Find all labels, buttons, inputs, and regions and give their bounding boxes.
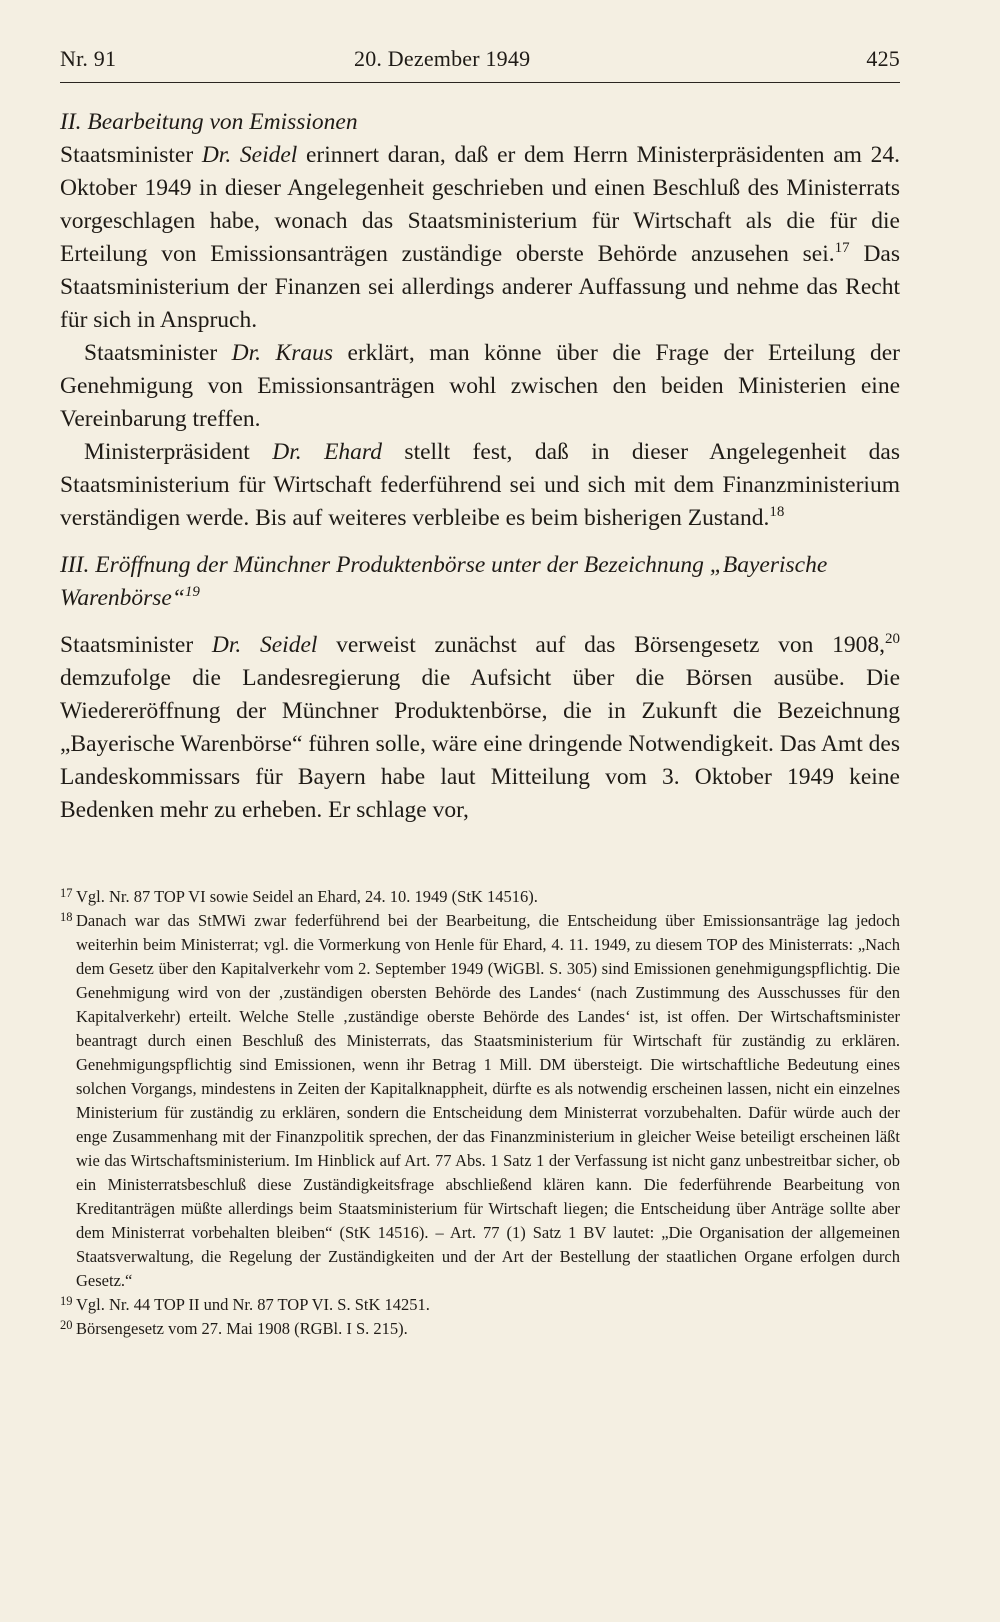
footnote-number: 18 — [60, 910, 73, 924]
footnote-20 — [60, 1317, 900, 1341]
footnotes — [60, 885, 900, 1341]
header-rule — [60, 82, 900, 83]
paragraph — [60, 436, 900, 535]
document-number: Nr. 91 — [60, 46, 117, 71]
text-run: stellt fest, daß in dieser Angelegenheit das Staatsministerium für Wirtschaft federführend sei und sich mit dem Finanzministerium verständigen werde. Bis auf weiteres verbleibe es beim bisherigen Zustand. — [60, 439, 900, 531]
footnote-number: 20 — [60, 1318, 73, 1332]
footnote-text: Danach war das StMWi zwar federführend bei der Bearbeitung, die Entscheidung über Emissionsanträge lag jedoch weiterhin beim Ministerrat; vgl. die Vormerkung von Henle für Ehard, 4. 11. 1949, zu diesem TOP des Ministerrats: „Nach dem Gesetz über den Kapitalverkehr vom 2. September 1949 (WiGBl. S. 305) sind Emissionen genehmigungspflichtig. Die Genehmigung wird von der ‚zuständigen obersten Behörde des Landes‘ (nach Zustimmung des Ausschusses für den Kapitalverkehr) erteilt. Welche Stelle ‚zuständige oberste Behörde des Landes‘ ist, ist offen. Der Wirtschaftsminister beantragt durch einen Beschluß des Ministerrats, das Staatsministerium für Wirtschaft für zuständig zu erklären. Genehmigungspflichtig sind Emissionen, wenn ihr Betrag 1 Mill. DM übersteigt. Die wirtschaftliche Bedeutung eines solchen Vorgangs, mindestens in Zeiten der Kapitalknappheit, dürfte es als notwendig erscheinen lassen, nicht ein einzelnes Ministerium für zuständig zu erklären, sondern die Entscheidung dem Ministerrat vorzubehalten. Dafür würde auch der enge Zusammenhang mit der Finanzpolitik sprechen, der das Finanzministerium in gleicher Weise beteiligt erscheinen läßt wie das Wirtschaftsministerium. Im Hinblick auf Art. 77 Abs. 1 Satz 1 der Verfassung ist nicht ganz unbestreitbar sicher, ob ein Ministerratsbeschluß diese Zuständigkeitsfrage abschließend klären kann. Die federführende Bearbeitung von Kreditanträgen müßte allerdings beim Staatsministerium für Wirtschaft liegen; die Entscheidung über Anträge sollte aber dem Ministerrat vorbehalten bleiben“ (StK 14516). – Art. 77 (1) Satz 1 BV lautet: „Die Organisation der allgemeinen Staatsverwaltung, die Regelung der Zuständigkeiten und der Art der Bestellung der staatlichen Organe erfolgen durch Gesetz.“ — [76, 911, 900, 1290]
footnote-ref[interactable]: 20 — [885, 631, 900, 647]
footnote-text: Vgl. Nr. 44 TOP II und Nr. 87 TOP VI. S. StK 14251. — [76, 1295, 430, 1314]
spacer — [60, 615, 900, 629]
footnote-18 — [60, 909, 900, 1293]
text-run: Das Staatsministerium der Finanzen sei allerdings anderer Auffassung und nehme das Recht für sich in Anspruch. — [60, 241, 900, 333]
header-date: 20. Dezember 1949 — [354, 46, 531, 71]
footnote-number: 19 — [60, 1294, 73, 1308]
main-text — [60, 106, 900, 827]
paragraph — [60, 337, 900, 436]
footnote-text: Börsengesetz vom 27. Mai 1908 (RGBl. I S. 215). — [76, 1319, 408, 1338]
page-number: 425 — [866, 46, 900, 71]
footnote-ref[interactable]: 17 — [834, 240, 850, 256]
text-run: Staatsminister — [84, 340, 232, 366]
section-heading-iii — [60, 549, 900, 615]
text-run: demzufolge die Landesregierung die Aufsicht über die Börsen ausübe. Die Wiedereröffnung der Münchner Produktenbörse, die in Zukunft die Bezeichnung „Bayerische Warenbörse“ führen solle, wäre eine dringende Notwendigkeit. Das Amt des Landeskommissars für Bayern habe laut Mitteilung vom 3. Oktober 1949 keine Bedenken mehr zu erheben. Er schlage vor, — [60, 665, 900, 823]
footnote-17 — [60, 885, 900, 909]
text-run: erinnert daran, daß er dem Herrn Ministerpräsidenten am 24. Oktober 1949 in dieser Angelegenheit geschrieben und einen Beschluß des Ministerrats vorgeschlagen habe, wonach das Staatsministerium für Wirtschaft als die für die Erteilung von Emissionsanträgen zuständige oberste Behörde anzusehen sei. — [60, 142, 900, 267]
speaker-title: Dr. — [272, 439, 325, 465]
footnote-19 — [60, 1293, 900, 1317]
speaker-title: Dr. — [201, 142, 240, 168]
speaker-name: Seidel — [239, 142, 298, 168]
paragraph — [60, 139, 900, 337]
text-run: verweist zunächst auf das Börsengesetz von 1908, — [317, 632, 885, 658]
footnote-ref[interactable]: 18 — [769, 504, 785, 520]
text-run: erklärt, man könne über die Frage der Erteilung der Genehmigung von Emissionsanträgen wohl zwischen den beiden Ministerien eine Vereinbarung treffen. — [60, 340, 900, 432]
paragraph — [60, 629, 900, 827]
text-run: Staatsminister — [60, 632, 212, 658]
speaker-title: Dr. — [211, 632, 260, 658]
footnote-number: 17 — [60, 886, 73, 900]
speaker-name: Kraus — [275, 340, 334, 366]
heading-text: III. Eröffnung der Münchner Produktenbörse unter der Bezeichnung „Bayerische Warenbörse“ — [60, 552, 828, 611]
spacer — [60, 535, 900, 549]
text-run: Ministerpräsident — [84, 439, 273, 465]
footnote-ref[interactable]: 19 — [184, 584, 200, 600]
footnote-text: Vgl. Nr. 87 TOP VI sowie Seidel an Ehard, 24. 10. 1949 (StK 14516). — [76, 887, 538, 906]
text-run: Staatsminister — [60, 142, 202, 168]
section-heading-ii: II. Bearbeitung von Emissionen — [60, 109, 358, 135]
speaker-name: Seidel — [259, 632, 318, 658]
running-header — [60, 46, 900, 82]
speaker-title: Dr. — [231, 340, 276, 366]
speaker-name: Ehard — [324, 439, 382, 465]
